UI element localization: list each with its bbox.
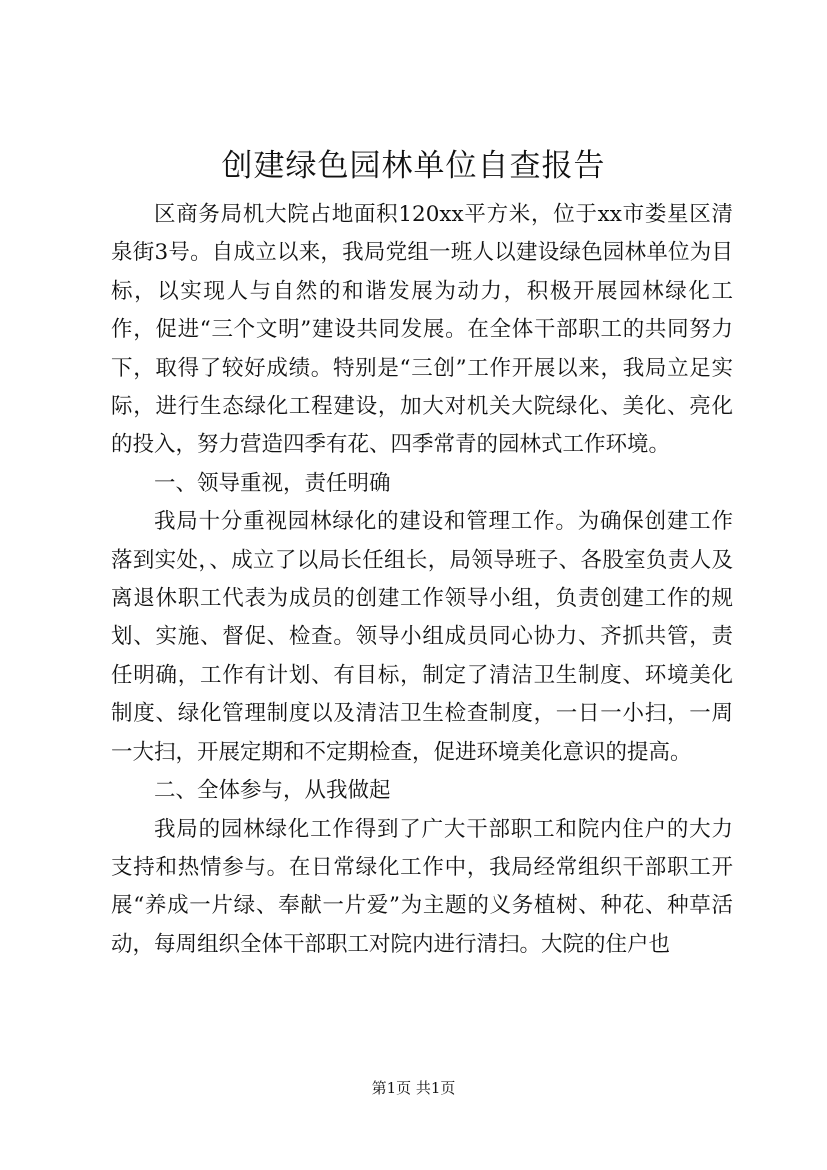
section-heading-2: 二、全体参与，从我做起 bbox=[154, 778, 391, 804]
document-title: 创建绿色园林单位自查报告 bbox=[221, 148, 606, 184]
section-1-paragraph: 我局十分重视园林绿化的建设和管理工作。为确保创建工作落到实处，、成立了以局长任组长，局领导班子、各股室负责人及离退休职工代表为成员的创建工作领导小组，负责创建工作的规划、实施、督促、检查。领导小组成员同心协力、齐抓共管，责任明确，工作有计划、有目标，制定了清洁卫生制度、环境美化制度、绿化管理制度以及清洁卫生检查制度，一日一小扫，一周一大扫，开展定期和不定期检查，促进环境美化意识的提高。 bbox=[111, 509, 733, 765]
document-body bbox=[111, 196, 733, 964]
section-heading-1: 一、领导重视，责任明确 bbox=[154, 470, 391, 496]
page-footer: 第1页 共1页 bbox=[371, 1079, 456, 1097]
section-2-paragraph: 我局的园林绿化工作得到了广大干部职工和院内住户的大力支持和热情参与。在日常绿化工作中，我局经常组织干部职工开展“养成一片绿、奉献一片爱”为主题的义务植树、种花、种草活动，每周组织全体干部职工对院内进行清扫。大院的住户也 bbox=[111, 816, 733, 957]
intro-paragraph: 区商务局机大院占地面积120xx平方米，位于xx市娄星区清泉街3号。自成立以来，我局党组一班人以建设绿色园林单位为目标，以实现人与自然的和谐发展为动力，积极开展园林绿化工作，促进“三个文明”建设共同发展。在全体干部职工的共同努力下，取得了较好成绩。特别是“三创”工作开展以来，我局立足实际，进行生态绿化工程建设，加大对机关大院绿化、美化、亮化的投入，努力营造四季有花、四季常青的园林式工作环境。 bbox=[111, 202, 733, 458]
